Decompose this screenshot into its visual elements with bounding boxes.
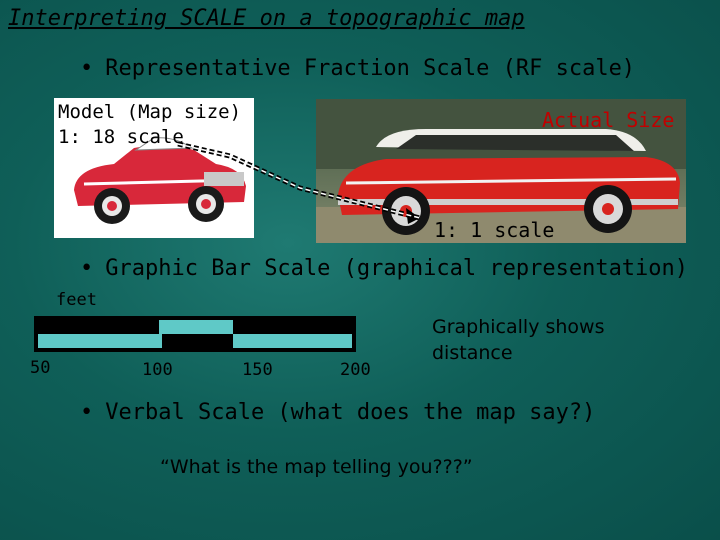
bar-tick-label: 50 [30, 358, 51, 378]
bullet-verbal-scale-text: Verbal Scale (what does the map say?) [105, 400, 596, 425]
bar-scale-unit: feet [56, 290, 97, 310]
bullet-rf-scale [80, 56, 635, 81]
bar-tick-label: 200 [340, 360, 371, 380]
bullet-bar-scale-text: Graphic Bar Scale (graphical representation) [105, 256, 689, 281]
bar-tick-label: 100 [142, 360, 173, 380]
bullet-rf-scale-text: Representative Fraction Scale (RF scale) [105, 56, 636, 81]
page-title: Interpreting SCALE on a topographic map [8, 6, 525, 31]
model-label-line2: 1: 18 scale [58, 126, 184, 148]
bar-segment [233, 334, 352, 348]
bullet-marker: • [80, 400, 94, 425]
bar-tick-label: 150 [242, 360, 273, 380]
bar-segment [159, 320, 233, 334]
bullet-marker: • [80, 256, 94, 281]
bullet-verbal-scale [80, 400, 595, 425]
scale-arrow-icon [170, 138, 440, 228]
bar-scale-description: Graphically shows distance [432, 316, 605, 364]
graphic-bar-scale [34, 316, 356, 352]
model-label-line1: Model (Map size) [58, 101, 242, 123]
actual-size-label: Actual Size [542, 108, 675, 132]
bullet-bar-scale [80, 256, 688, 281]
bar-segment [38, 334, 162, 348]
bullet-marker: • [80, 56, 94, 81]
one-to-one-scale-label: 1: 1 scale [434, 218, 555, 242]
verbal-scale-example: “What is the map telling you???” [160, 456, 473, 478]
